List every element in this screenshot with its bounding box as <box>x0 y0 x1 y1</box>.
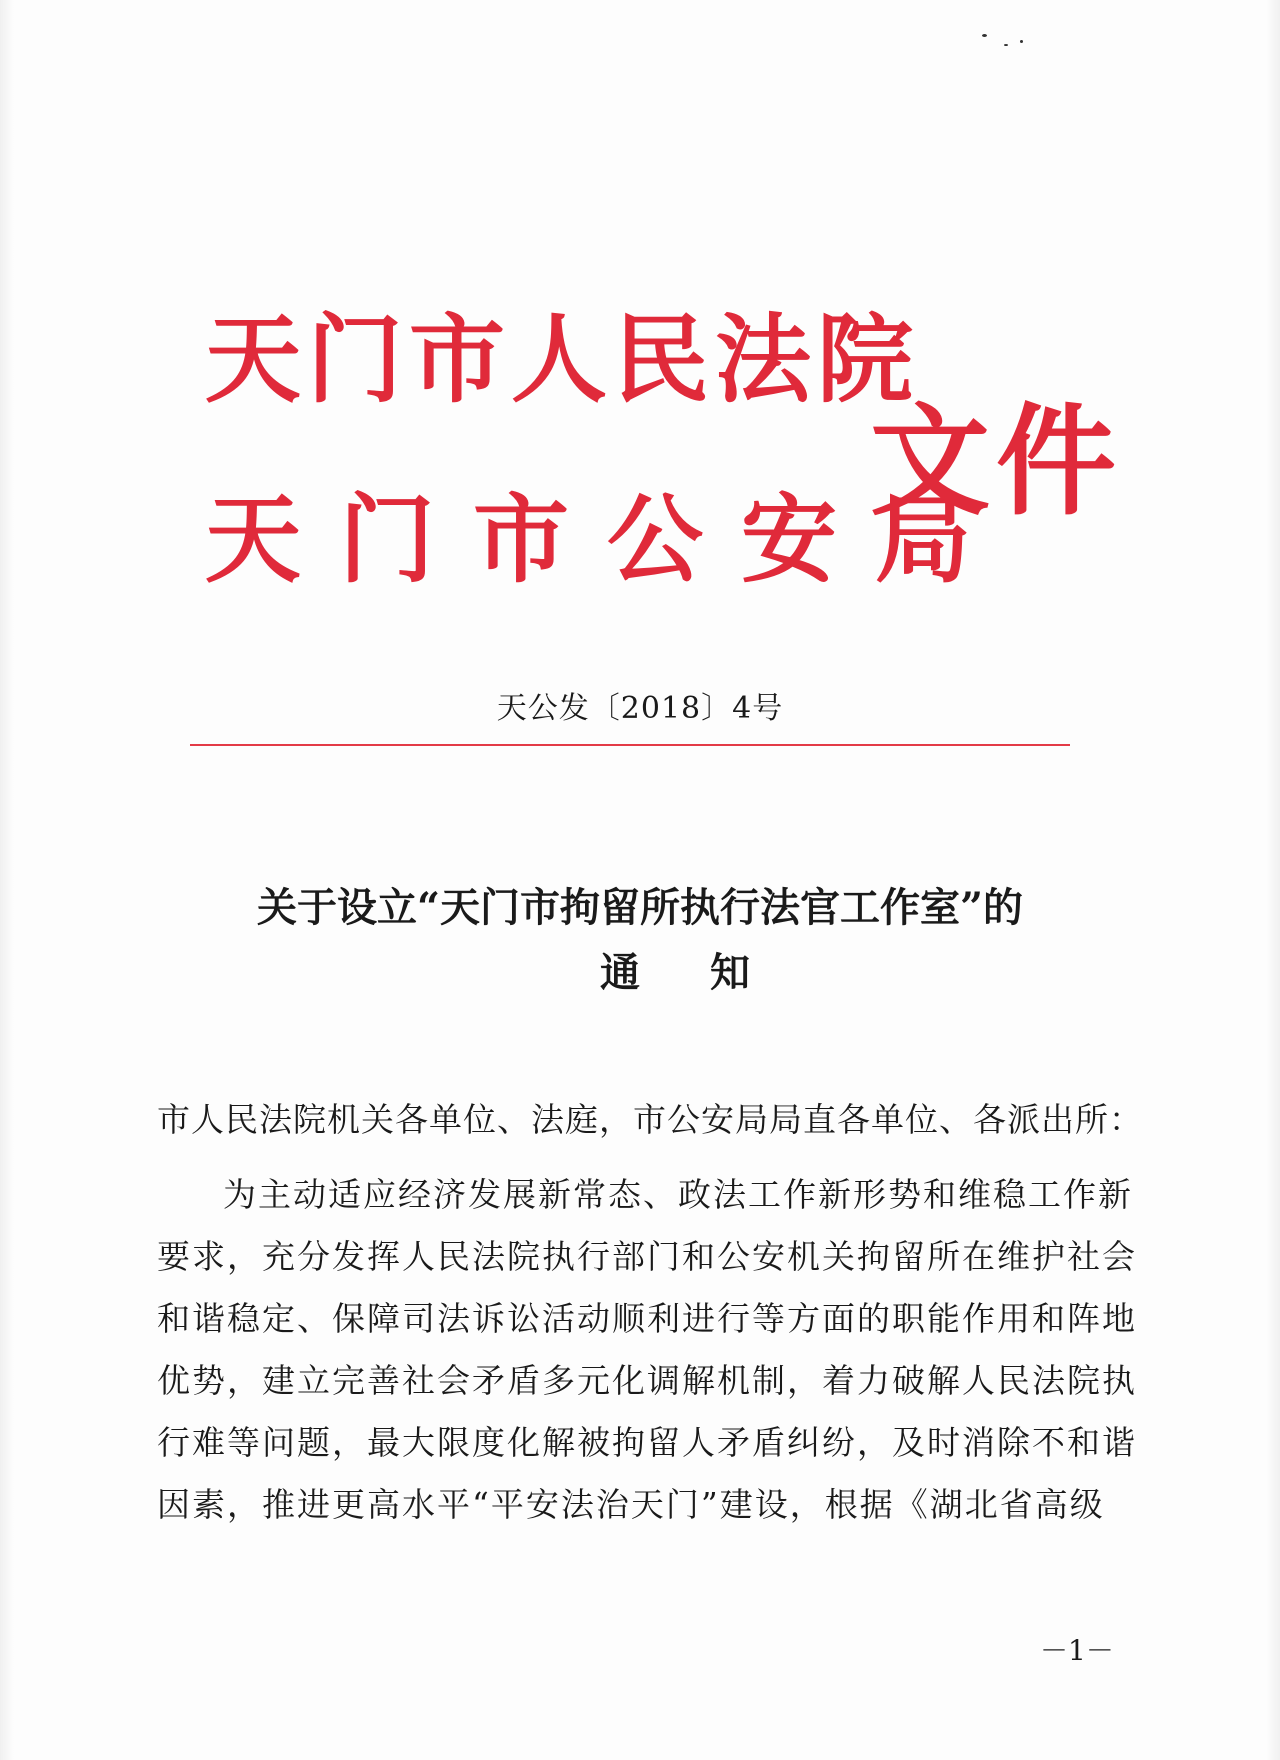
body-line: 要求，充分发挥人民法院执行部门和公安机关拘留所在维护社会 <box>157 1237 1137 1276</box>
page-number: －1－ <box>1040 1634 1114 1667</box>
issuer-court-name: 天门市人民法院 <box>205 303 919 416</box>
body-paragraph <box>157 1164 1137 1536</box>
issuer-document-suffix: 文件 <box>870 391 1122 532</box>
body-line: 因素，推进更高水平“平安法治天门”建设，根据《湖北省高级 <box>157 1485 1105 1524</box>
scan-speck <box>1020 40 1023 43</box>
scan-speck <box>982 34 987 37</box>
recipients-line: 市人民法院机关各单位、法庭，市公安局局直各单位、各派出所： <box>157 1100 1143 1139</box>
document-title-line1: 关于设立“天门市拘留所执行法官工作室”的 <box>256 884 1023 931</box>
scan-shadow-right <box>1266 0 1280 1760</box>
header-red-rule <box>190 744 1070 746</box>
document-title-line2: 通知 <box>600 949 820 996</box>
body-line: 优势，建立完善社会矛盾多元化调解机制，着力破解人民法院执 <box>157 1361 1137 1400</box>
scan-shadow-left <box>0 0 14 1760</box>
issuer-police-name: 天门市公安局 <box>205 483 1009 596</box>
body-line: 和谐稳定、保障司法诉讼活动顺利进行等方面的职能作用和阵地 <box>157 1299 1137 1338</box>
body-line: 行难等问题，最大限度化解被拘留人矛盾纠纷，及时消除不和谐 <box>157 1423 1137 1462</box>
scan-speck <box>1004 44 1008 46</box>
body-line: 为主动适应经济发展新常态、政法工作新形势和维稳工作新 <box>223 1175 1133 1214</box>
document-number: 天公发〔2018〕4号 <box>496 691 784 726</box>
